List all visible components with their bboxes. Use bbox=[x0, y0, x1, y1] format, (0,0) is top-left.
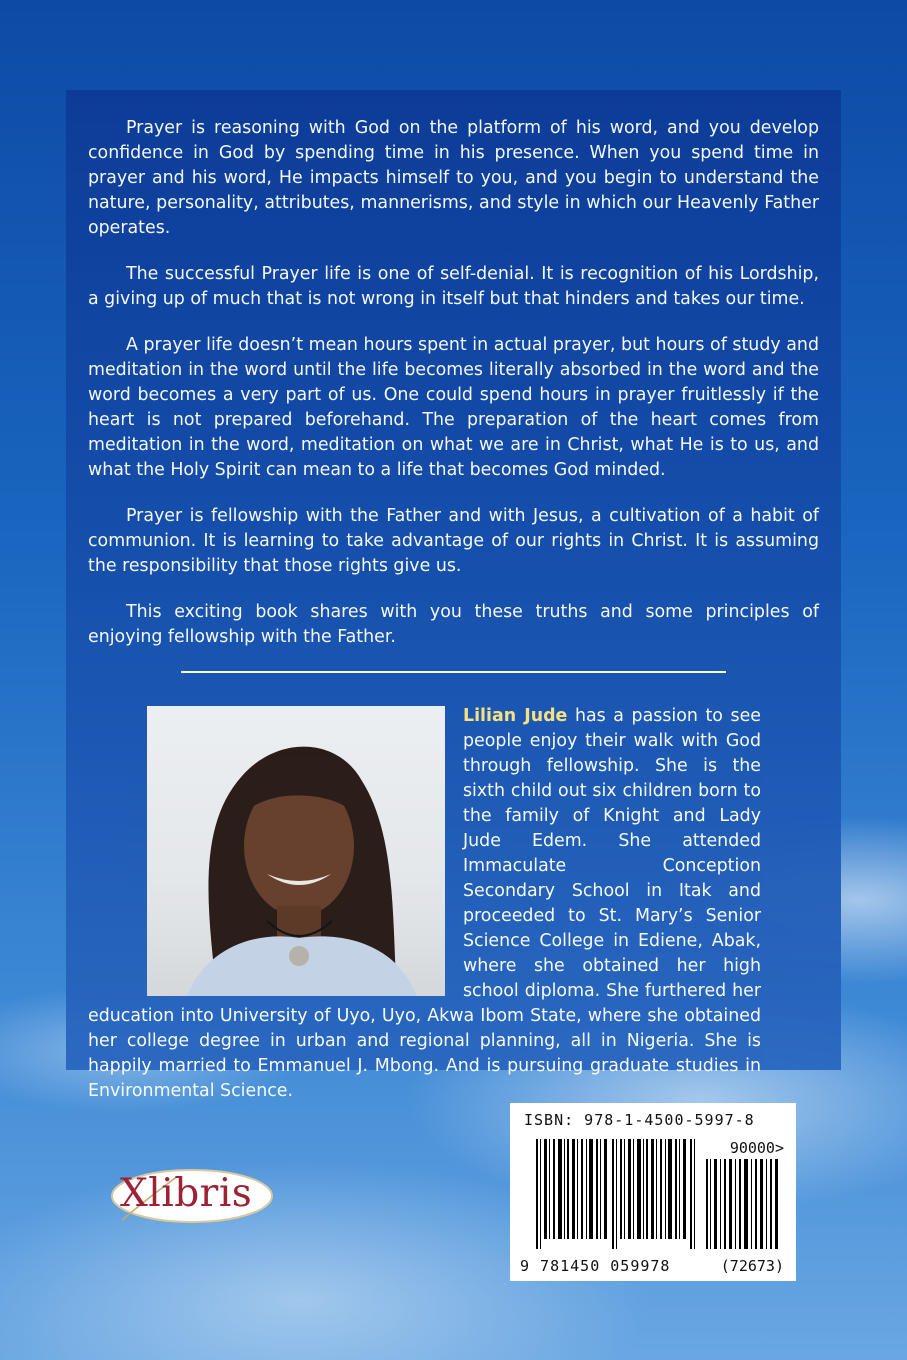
author-photo bbox=[147, 706, 445, 996]
addon-barcode-icon bbox=[706, 1159, 780, 1249]
isbn-label: ISBN: 978-1-4500-5997-8 bbox=[524, 1111, 755, 1129]
barcode-icon bbox=[536, 1139, 696, 1249]
publisher-logo-text: Xlibris bbox=[120, 1171, 253, 1216]
back-cover-panel bbox=[66, 90, 841, 1101]
blurb-paragraph-3: A prayer life doesn’t mean hours spent in actual prayer, but hours of study and meditation in the word until the life becomes literally absorbed in the word and the word becomes a very part of us. One could spend hours in prayer fruitlessly if the heart is not prepared beforehand. The preparation of the heart comes from meditation in the word, meditation on what we are in Christ, what He is to us, and what the Holy Spirit can mean to a life that becomes God minded. bbox=[88, 335, 819, 480]
publisher-logo bbox=[108, 1168, 276, 1228]
barcode-digits: 9 781450 059978 bbox=[520, 1257, 671, 1275]
isbn-barcode-box bbox=[510, 1103, 796, 1281]
author-bio-section bbox=[88, 704, 819, 1104]
blurb-paragraph-2: The successful Prayer life is one of self-denial. It is recognition of his Lordship, a giving up of much that is not wrong in itself but that hinders and takes our time. bbox=[88, 264, 819, 309]
author-name: Lilian Jude bbox=[463, 706, 568, 726]
author-portrait-image bbox=[147, 706, 445, 996]
blurb-paragraph-1: Prayer is reasoning with God on the platform of his word, and you develop confidence in God by spending time in his presence. When you spend time in prayer and his word, He impacts himself to you, and you begin to understand the nature, personality, attributes, mannerisms, and style in which our Heavenly Father operates. bbox=[88, 118, 819, 238]
blurb-paragraph-5: This exciting book shares with you these truths and some principles of enjoying fellowship with the Father. bbox=[88, 602, 819, 647]
price-code: 90000> bbox=[729, 1139, 784, 1157]
addon-digits: (72673) bbox=[720, 1257, 784, 1275]
divider-line bbox=[181, 671, 726, 673]
blurb-paragraph-4: Prayer is fellowship with the Father and with Jesus, a cultivation of a habit of communion. It is learning to take advantage of our rights in Christ. It is assuming the responsibility that those rights give us. bbox=[88, 506, 819, 576]
author-bio: has a passion to see people enjoy their walk with God through fellowship. She is the sixth child out six children born to the family of Knight and Lady Jude Edem. She attended Immaculate Conception Secondary School in Itak and proceeded to St. Mary’s Senior Science College in Ediene, Abak, where she obtained her high school diploma. She furthered her education into University of Uyo, Uyo, Akwa Ibom State, where she obtained her college degree in urban and regional planning, all in Nigeria. She is happily married to Emmanuel J. Mbong. And is pursuing graduate studies in Environmental Science. bbox=[88, 706, 762, 1101]
